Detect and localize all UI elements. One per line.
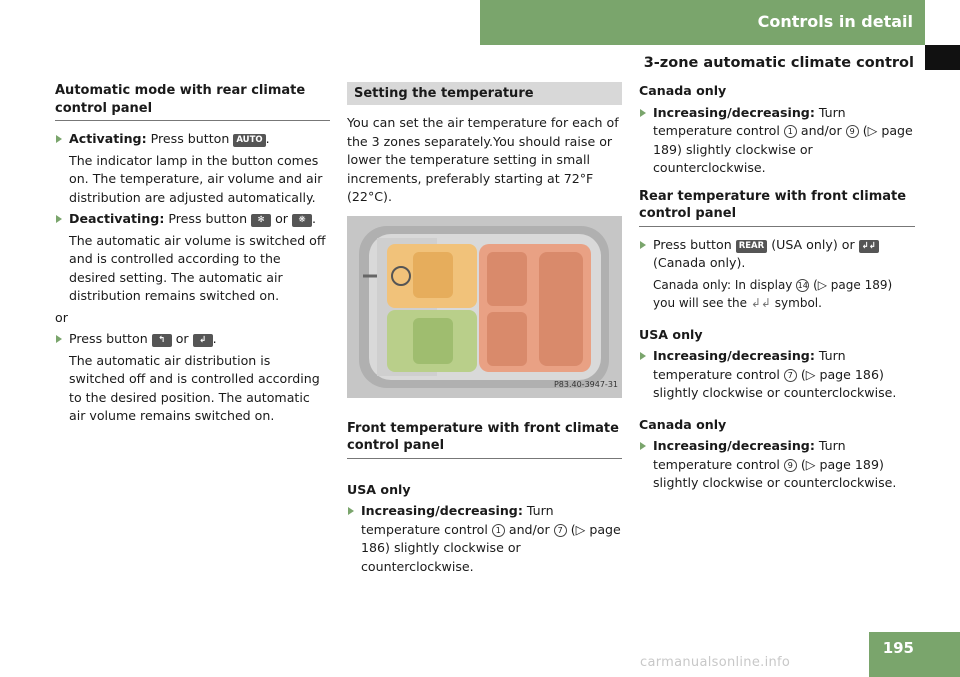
page-number-box — [869, 632, 960, 677]
step-rear-canada-increase — [639, 437, 915, 493]
press-text: Press button — [653, 236, 732, 252]
increase-label: Increasing/decreasing: — [653, 438, 815, 453]
increase-text: Turn temperature control — [653, 438, 846, 472]
increase-text: Turn temperature control — [653, 348, 846, 382]
step-activating: Activating: Press button AUTO . — [55, 130, 330, 149]
press-text-c: (Canada only). — [653, 255, 746, 270]
step-press-distribution: Press button ↰ or ↲ . — [55, 330, 330, 349]
heading-automatic-mode: Automatic mode with rear climate control panel — [55, 82, 330, 121]
or-line: or — [55, 309, 68, 325]
watermark: carmanualsonline.info — [640, 655, 791, 670]
deactivating-label: Deactivating: — [69, 211, 165, 226]
press-text-b: (USA only) or — [771, 236, 855, 252]
increase-text-b: (▷ page 189) slightly clockwise or counterclockwise. — [653, 123, 913, 175]
ref-number-9: 9 — [784, 459, 797, 472]
heading-front-temperature: Front temperature with front climate control panel — [347, 420, 622, 459]
increase-label: Increasing/decreasing: — [653, 348, 815, 363]
heading-rear-temperature: Rear temperature with front climate control panel — [639, 188, 915, 227]
fan-low-icon: ✻ — [251, 214, 271, 227]
page-number: 195 — [882, 639, 914, 657]
increase-text-b: (▷ page 186) slightly clockwise or counterclockwise. — [653, 366, 897, 400]
usa-only-label: USA only — [639, 326, 703, 342]
press-button-text: Press button — [69, 331, 148, 346]
display-note-b: (▷ page 189) you will see the — [653, 277, 893, 310]
section-title: Controls in detail — [757, 12, 913, 31]
activating-desc: The indicator lamp in the button comes on. The temperature, air volume and air distribution are adjusted automatically. — [69, 152, 323, 205]
increase-text-b: (▷ page 186) slightly clockwise or counterclockwise. — [361, 521, 621, 574]
header-banner — [480, 0, 925, 45]
press-desc: The automatic air distribution is switched off and is controlled according to the desired position. The automatic air volume remains switched on. — [69, 352, 320, 423]
and-or-word: and/or — [508, 521, 550, 537]
air-distribution-up-icon: ↰ — [152, 334, 172, 347]
ref-number-7: 7 — [554, 524, 567, 537]
ref-number-1: 1 — [492, 524, 505, 537]
air-distribution-down-icon: ↲ — [193, 334, 213, 347]
usa-only-label: USA only — [347, 481, 411, 497]
ref-number-7: 7 — [784, 369, 797, 382]
display-note-c: symbol. — [774, 296, 822, 310]
fan-high-icon: ❋ — [292, 214, 312, 227]
increase-label: Increasing/decreasing: — [361, 503, 523, 518]
activating-label: Activating: — [69, 131, 147, 146]
vehicle-top-view-illustration — [347, 216, 622, 398]
page-subtitle: 3-zone automatic climate control — [643, 55, 914, 71]
and-or-word: and/or — [800, 123, 842, 138]
step-canada-increase — [639, 104, 915, 178]
column-middle — [347, 82, 622, 576]
rear-distribution-icon: ↲↲ — [859, 240, 879, 253]
auto-button-icon: AUTO — [233, 134, 265, 147]
increase-text: Turn temperature control — [653, 104, 846, 138]
or-word-2: or — [175, 331, 189, 346]
step-deactivating: Deactivating: Press button ✻ or ❋ . — [55, 210, 330, 229]
ref-number-9: 9 — [846, 125, 859, 138]
step-rear-press — [639, 236, 915, 273]
column-right — [639, 82, 915, 493]
step-rear-usa-increase — [639, 347, 915, 403]
intro-text: You can set the air temperature for each of the 3 zones separately.You should raise or lower the temperature setting in small increments, preferably starting at 72°F (22°C). — [347, 115, 619, 204]
header-corner-block — [925, 45, 960, 70]
heading-setting-temperature: Setting the temperature — [347, 82, 622, 105]
canada-only-label: Canada only — [639, 83, 727, 98]
rear-symbol-icon: ↲↲ — [750, 296, 771, 310]
activating-text: Press button — [150, 131, 230, 146]
increase-text: Turn temperature control — [361, 503, 554, 537]
increase-label: Increasing/decreasing: — [653, 104, 815, 120]
deactivating-desc: The automatic air volume is switched off and is controlled according to the desired setting. The automatic air distribution remains switched on. — [69, 232, 326, 303]
canada-only-label-2: Canada only — [639, 416, 727, 432]
increase-text-b: (▷ page 189) slightly clockwise or counterclockwise. — [653, 456, 897, 490]
step-front-increase — [347, 502, 622, 576]
figure-caption: P83.40-3947-31 — [553, 380, 618, 389]
or-word: or — [275, 211, 288, 226]
deactivating-text: Press button — [168, 211, 248, 226]
ref-number-1: 1 — [784, 125, 797, 138]
display-note-a: Canada only: In display — [653, 277, 793, 292]
ref-number-14: 14 — [797, 280, 808, 290]
column-left — [55, 82, 330, 426]
rear-button-icon: REAR — [736, 240, 767, 253]
canada-display-note — [639, 276, 915, 313]
vehicle-zones-figure — [347, 216, 622, 398]
